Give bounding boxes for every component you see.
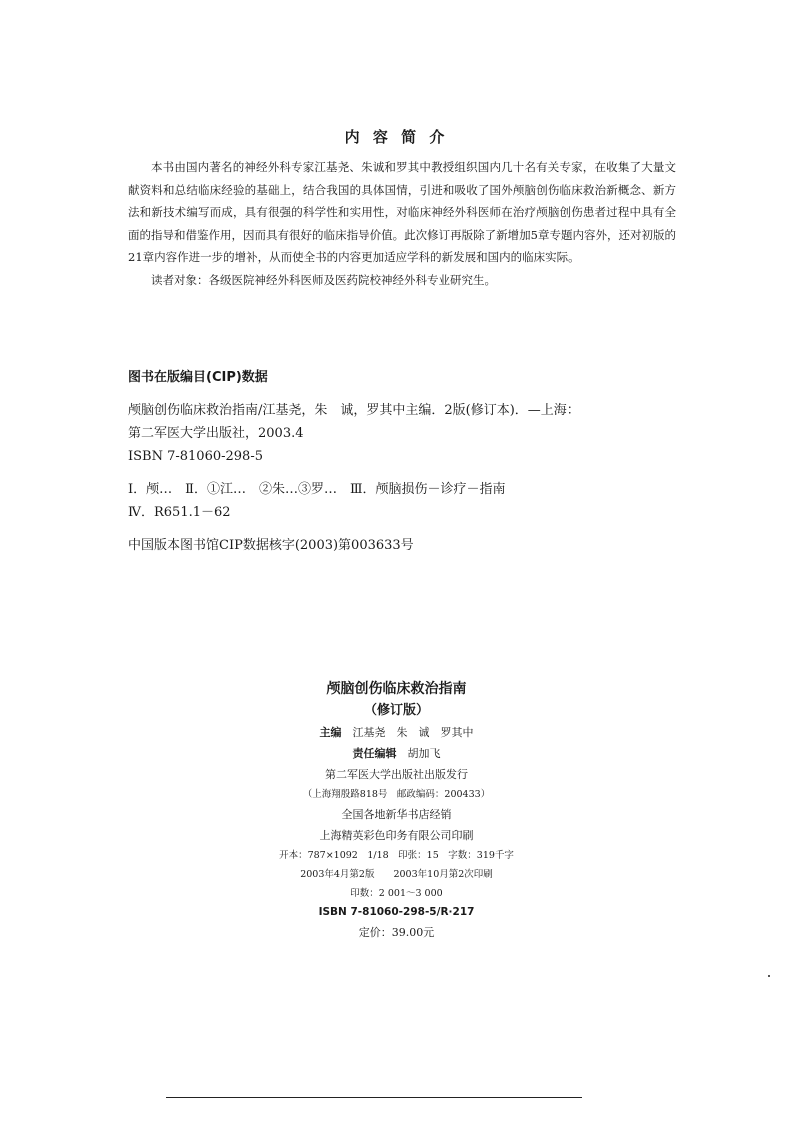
summary-paragraph: 本书由国内著名的神经外科专家江基尧、朱诚和罗其中教授组织国内几十名有关专家，在收集了大量文献资料和总结临床经验的基础上，结合我国的具体国情，引进和吸收了国外颅脑创伤临床救治新概念、新方法和新技术编写而成，具有很强的科学性和实用性，对临床神经外科医师在治疗颅脑创伤患者过程中具有全面的指导和借鉴作用，因而具有很好的临床指导价值。此次修订再版除了新增加5章专题内容外，还对初版的21章内容作进一步的增补，从而使全书的内容更加适应学科的新发展和国内的临床实际。 — [128, 160, 676, 264]
resp-editor-name: 胡加飞 — [407, 747, 441, 760]
cip-line-classification: Ⅳ．R651.1－62 — [128, 505, 231, 520]
colophon-editors — [0, 722, 793, 743]
colophon-responsible-editor — [0, 743, 793, 764]
cip-record — [128, 399, 688, 557]
editors-names: 江基尧 朱 诚 罗其中 — [352, 726, 474, 739]
colophon-edition: （修订版） — [363, 703, 429, 718]
colophon-publisher: 第二军医大学出版社出版发行 — [325, 768, 468, 781]
colophon-print-run: 印数：2 001～3 000 — [350, 888, 443, 899]
cip-line-record-number: 中国版本图书馆CIP数据核字(2003)第003633号 — [128, 538, 414, 553]
cip-line-subjects: Ⅰ．颅… Ⅱ．①江… ②朱…③罗… Ⅲ．颅脑损伤－诊疗－指南 — [128, 482, 506, 497]
colophon — [0, 678, 793, 943]
colophon-isbn: ISBN 7-81060-298-5/R·217 — [318, 906, 475, 918]
summary-title: 内 容 简 介 — [344, 128, 449, 146]
cip-line-title: 颅脑创伤临床救治指南/江基尧，朱 诚，罗其中主编．2版(修订本)．—上海： — [128, 403, 580, 418]
resp-editor-label: 责任编辑 — [352, 747, 397, 760]
summary-block — [128, 156, 676, 291]
cip-line-isbn: ISBN 7-81060-298-5 — [128, 449, 263, 464]
colophon-address: （上海翔殷路818号 邮政编码：200433） — [302, 789, 491, 800]
colophon-book-title: 颅脑创伤临床救治指南 — [326, 681, 467, 697]
cip-heading: 图书在版编目(CIP)数据 — [128, 370, 268, 385]
colophon-distributor: 全国各地新华书店经销 — [341, 808, 452, 821]
colophon-dates: 2003年4月第2版 2003年10月第2次印刷 — [300, 869, 493, 880]
scan-speck — [768, 975, 770, 977]
editors-label: 主编 — [319, 726, 342, 739]
colophon-format: 开本：787×1092 1/18 印张：15 字数：319千字 — [279, 850, 514, 861]
cip-line-publisher: 第二军医大学出版社，2003.4 — [128, 426, 304, 441]
bottom-rule — [166, 1097, 582, 1098]
colophon-price: 定价：39.00元 — [358, 926, 435, 939]
colophon-printer: 上海精英彩色印务有限公司印刷 — [319, 829, 474, 842]
readers-line: 读者对象：各级医院神经外科医师及医药院校神经外科专业研究生。 — [151, 272, 496, 287]
